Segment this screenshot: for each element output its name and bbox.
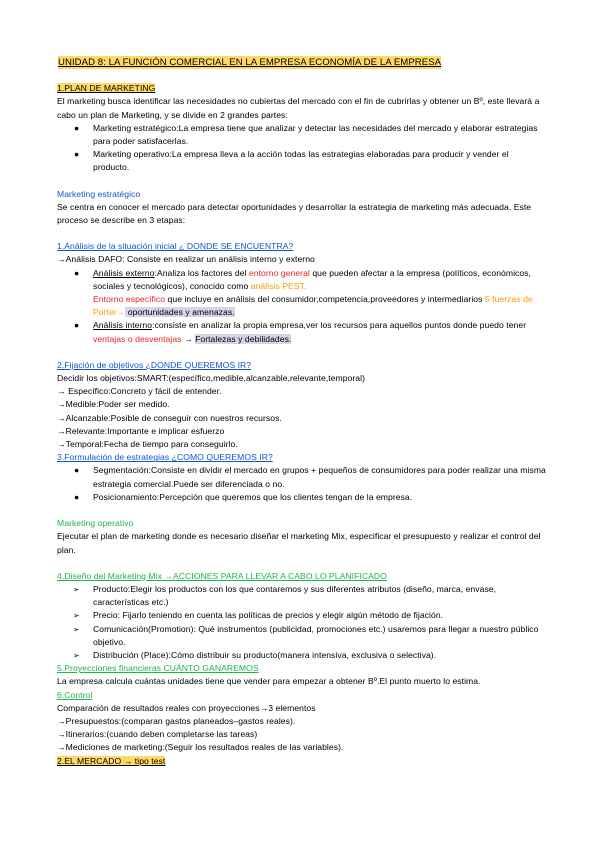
section-heading-plan-marketing: 1.PLAN DE MARKETING [57,83,156,94]
document-title: UNIDAD 8: LA FUNCIÓN COMERCIAL EN LA EMPRESA ECONOMÍA DE LA EMPRESA [58,57,442,68]
objetivos-line: →Temporal:Fecha de tiempo para conseguirlo. [57,439,238,450]
list-item: ➢ Distribución (Place):Cómo distribuir su producto(manera intensiva, exclusiva o selectiva). [57,649,547,662]
list-item: ➢ Producto:Elegir los productos con los que contaremos y sus diferentes atributos (diseño, marca, envase, características etc.) [73,583,497,608]
bullet-icon: ● [74,320,80,331]
entorno-general: entorno general [248,267,310,278]
section-heading-analisis: 1.Análisis de la situación inicial ¿ DONDE SE ENCUENTRA? [57,241,294,252]
bullet-icon: ● [74,267,80,278]
bullet-icon: ● [74,491,80,502]
marketing-mix-list [57,583,547,662]
list-item: ● Marketing operativo:La empresa lleva a la acción todas las estrategias elaboradas para producir y vender el producto. [74,149,509,173]
document-page [57,56,547,768]
arrowhead-right-icon: ➢ [73,611,80,621]
bullet-icon: ● [74,149,80,160]
estrategias-list [57,464,547,504]
arrowhead-right-icon: ➢ [73,624,80,634]
analisis-pest: análisis PEST. [250,280,307,291]
bullet-icon: ● [74,465,80,476]
control-line: Comparación de resultados reales con proyecciones→3 elementos [57,702,316,713]
control-line: →Presupuestos:(comparan gastos planeados–gastos reales). [57,715,296,726]
section-heading-control: 6.Control [57,689,93,700]
plan-list [57,122,547,175]
list-item: ➢ Comunicación(Promotion): Qué instrumentos (publicidad, promociones etc.) usaremos para llegar a nuestro público objetivo. [73,623,539,647]
ventajas-desventajas: ventajas o desventajas [93,333,182,344]
list-item: ● Análisis externo:Analiza los factores del entorno general que pueden afectar a la empresa (políticos, económicos, sociales y tecnológicos), conocido como análisis PEST. Entorno específico que incluye en análisis del consumidor,competencia,proveedores y intermediarios 5 fuerzas de Porter→ oportunidades y amenazas. [74,267,533,318]
subheading-marketing-operativo: Marketing operativo [57,518,134,529]
section-heading-estrategias: 3.Formulación de estrategias ¿COMO QUEREMOS IR? [57,452,273,463]
objetivos-line: →Medible:Poder ser medido. [57,399,170,410]
fuerzas-porter: 5 fuerzas de Porter→ [93,294,533,318]
plan-intro: El marketing busca identificar las necesidades no cubiertas del mercado con el fin de cubrirlas y obtener un Bº, este llevará a cabo un plan de Marketing, y se divide en 2 grandes partes: [57,96,540,120]
list-item: ➢ Precio: Fijarlo teniendo en cuenta las políticas de precios y elegir algún método de fijación. [57,609,547,622]
proyecciones-text: La empresa calcula cuántas unidades tiene que vender para empezar a obtener Bº.El punto muerto lo estima. [57,676,481,687]
subheading-marketing-estrategico: Marketing estratégico [57,188,141,199]
list-item: ● Posicionamiento:Percepción que queremos que los clientes tengan de la empresa. [57,491,547,504]
control-line: →Itinerarios:(cuando deben completarse las tareas) [57,729,258,740]
estrategico-intro: Se centra en conocer el mercado para detectar oportunidades y desarrollar la estrategia de marketing más adecuada. Este proceso se describe en 3 etapas: [57,201,532,226]
objetivos-line: Decidir los objetivos:SMART:(específico,medible,alcanzable,relevante,temporal) [57,373,366,384]
section-heading-marketing-mix: 4.Diseño del Marketing Mix →ACCIONES PARA LLEVAR A CABO LO PLANIFICADO [57,570,387,581]
arrowhead-right-icon: ➢ [73,650,80,660]
analisis-list [57,267,547,346]
objetivos-line: →Relevante:Importante e implicar esfuerzo [57,425,225,436]
section-heading-proyecciones: 5.Proyecciones financieras CUÁNTO GANAREMOS [57,663,259,674]
analisis-externo-label: Análisis externo [93,267,155,278]
objetivos-line: →Alcanzable:Posible de conseguir con nuestros recursos. [57,412,282,423]
dafo-line: →Análisis DAFO: Consiste en realizar un análisis interno y externo [57,254,315,265]
section-heading-mercado: 2.EL MERCADO → tipo test [57,755,166,766]
section-heading-objetivos: 2.Fijación de objetivos ¿DONDE QUEREMOS IR? [57,359,252,370]
list-item: ● Análisis interno:consiste en analizar la propia empresa,ver los recursos para aquellos puntos donde puedo tener ventajas o desventajas → Fortalezas y debilidades. [74,320,527,344]
fortalezas-debilidades: Fortalezas y debilidades. [195,333,292,344]
oportunidades-amenazas: oportunidades y amenazas. [125,307,235,318]
analisis-interno-label: Análisis interno [93,320,153,331]
control-line: →Mediciones de marketing:(Seguir los resultados reales de las variables). [57,742,344,753]
list-item: ● Segmentación:Consiste en dividir el mercado en grupos + pequeños de consumidores para poder realizar una misma estrategia comercial.Puede ser diferenciada o no. [74,465,546,489]
arrowhead-right-icon: ➢ [73,584,80,594]
objetivos-line: → Específico:Concreto y fácil de entender. [57,386,222,397]
entorno-especifico: Entorno específico [93,294,166,305]
list-item: ● Marketing estratégico:La empresa tiene que analizar y detectar las necesidades del mercado y elaborar estrategias para poder satisfacerlas. [74,122,538,147]
operativo-intro: Ejecutar el plan de marketing donde es necesario diseñar el marketing Mix, especificar el presupuesto y realizar el control del plan. [57,531,541,555]
bullet-icon: ● [74,122,80,133]
